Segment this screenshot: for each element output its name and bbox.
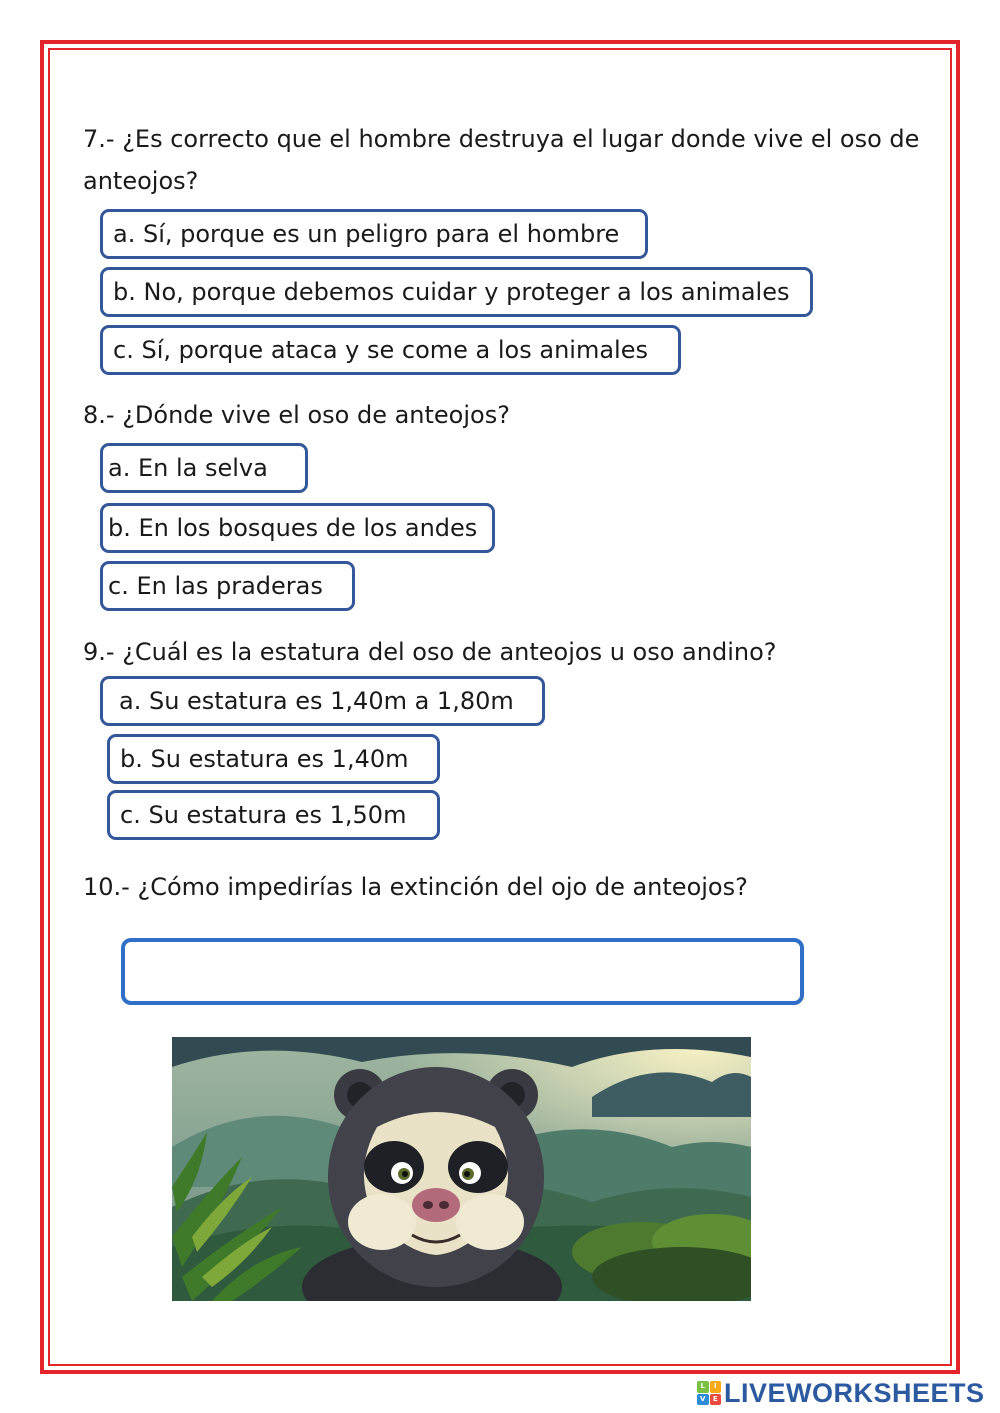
liveworksheets-brand [697, 1377, 993, 1409]
question-8: 8.- ¿Dónde vive el oso de anteojos? [83, 401, 510, 429]
q9-option-a[interactable]: a. Su estatura es 1,40m a 1,80m [100, 676, 545, 726]
q8-option-b[interactable]: b. En los bosques de los andes [100, 503, 495, 553]
q9-option-b[interactable]: b. Su estatura es 1,40m [107, 734, 440, 784]
brand-name: LIVEWORKSHEETS [724, 1377, 985, 1408]
spectacled-bear-illustration [172, 1037, 751, 1301]
question-9: 9.- ¿Cuál es la estatura del oso de anteojos u oso andino? [83, 638, 777, 666]
q8-option-a[interactable]: a. En la selva [100, 443, 308, 493]
q8-option-c[interactable]: c. En las praderas [100, 561, 355, 611]
question-10: 10.- ¿Cómo impedirías la extinción del ojo de anteojos? [83, 873, 748, 901]
liveworksheets-logo-icon: L I V E [697, 1381, 721, 1405]
question-7: 7.- ¿Es correcto que el hombre destruya el lugar donde vive el oso de anteojos? [83, 125, 920, 195]
q7-option-c[interactable]: c. Sí, porque ataca y se come a los animales [100, 325, 681, 375]
q7-option-a[interactable]: a. Sí, porque es un peligro para el hombre [100, 209, 648, 259]
q7-option-b[interactable]: b. No, porque debemos cuidar y proteger a los animales [100, 267, 813, 317]
q9-option-c[interactable]: c. Su estatura es 1,50m [107, 790, 440, 840]
q10-answer-input[interactable] [121, 938, 804, 1005]
